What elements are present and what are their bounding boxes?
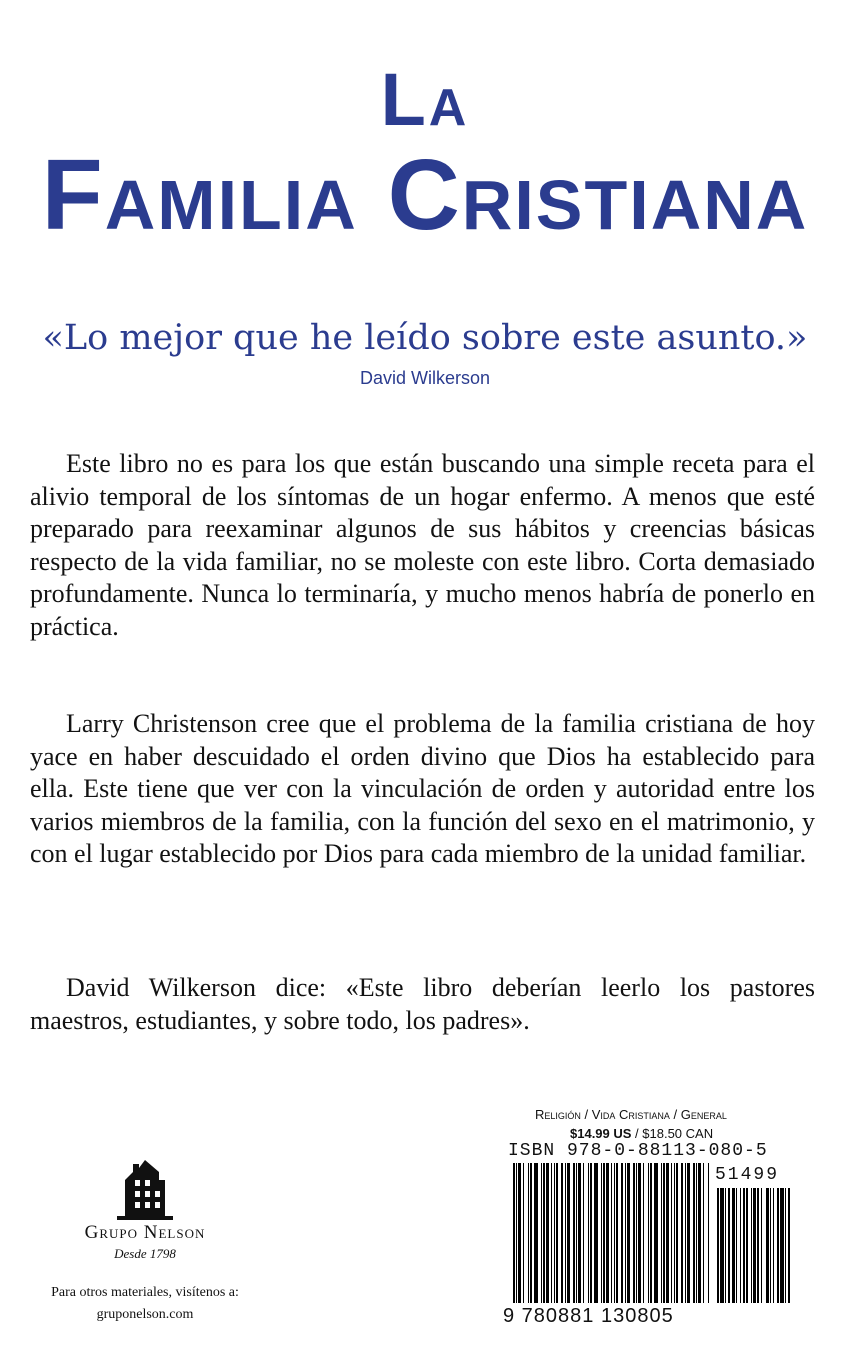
publisher-promo [20,1282,270,1326]
isbn-label: ISBN 978-0-88113-080-5 [508,1141,768,1161]
title-line-1: La [380,58,470,141]
barcode-addon-bar [720,1188,724,1303]
barcode-addon: 51499 [715,1165,780,1185]
barcode-addon-bar [751,1188,752,1303]
promo-line: Para otros materiales, visítenos a: [51,1285,239,1300]
barcode-digits: 9 780881 130805 [503,1305,803,1328]
barcode-addon-bar [770,1188,771,1303]
barcode-bar [573,1163,575,1303]
barcode-bar [708,1163,709,1303]
publisher-since: Desde 1798 [114,1246,176,1261]
barcode-bar [541,1163,542,1303]
barcode-bar [650,1163,652,1303]
barcode-bar [616,1163,618,1303]
barcode-addon-bar [761,1188,762,1303]
barcode-bar [685,1163,686,1303]
barcode-bar [554,1163,555,1303]
barcode-bar [636,1163,637,1303]
barcode-bar [606,1163,609,1303]
barcode-addon-bar [757,1188,759,1303]
barcode-bar [633,1163,635,1303]
barcode-addon-bar [725,1188,726,1303]
barcode-bar [666,1163,669,1303]
barcode-addon-bar [717,1188,719,1303]
barcode-bar [523,1163,524,1303]
barcode-bar [590,1163,592,1303]
endorsement-quote: «Lo mejor que he leído sobre este asunto.» [42,318,808,358]
barcode-addon-bar [780,1188,784,1303]
barcode-bar [671,1163,672,1303]
barcode-bar [648,1163,649,1303]
barcode-bar [627,1163,630,1303]
barcode-bar [530,1163,532,1303]
barcode-bar [661,1163,662,1303]
barcode-bar [578,1163,581,1303]
barcode-bar [676,1163,678,1303]
barcode-bar [534,1163,538,1303]
barcode-bar [643,1163,644,1303]
barcode-bar [603,1163,605,1303]
description-paragraph-2: Larry Christenson cree que el problema de la familia cristiana de hoy yace en haber descuidado el orden divino que Dios ha establecido para ella. Este tiene que ver con la vinculación de orden y autoridad entre los varios miembros de la familia, con la función del sexo en el matrimonio, y con el lugar establecido por Dios para cada miembro de la unidad familiar. [30,709,815,869]
barcode-bar [638,1163,641,1303]
barcode-addon-bar [773,1188,774,1303]
barcode-addon-bar [753,1188,756,1303]
barcode-addon-bar [777,1188,779,1303]
barcode-bar [687,1163,690,1303]
barcode-addon-bar [785,1188,786,1303]
barcode-bar [565,1163,566,1303]
building-logo-icon [115,1158,175,1220]
price-can: / $18.50 CAN [631,1126,714,1141]
barcode-addon-bar [746,1188,748,1303]
barcode-bar [693,1163,695,1303]
barcode-bar [698,1163,701,1303]
barcode-bar [543,1163,545,1303]
title-line-2: Familia Cristiana [41,139,809,251]
barcode-bar [611,1163,612,1303]
barcode-bar [681,1163,683,1303]
barcode-bar [561,1163,563,1303]
description-paragraph-1: Este libro no es para los que están buscando una simple receta para el alivio temporal de los síntomas de un hogar enfermo. A menos que esté preparado para reexaminar algunos de sus hábitos y creencias básicas respecto de la vida familiar, no se moleste con este libro. Corta demasiado profundamente. Nunca lo terminaría, y mucho menos habría de ponerlo en práctica. [30,449,815,641]
publisher-website: gruponelson.com [96,1307,194,1322]
book-category: Religión / Vida Cristiana / General [535,1107,727,1122]
barcode-bar [696,1163,697,1303]
endorsement-author: David Wilkerson [359,368,491,388]
publisher-logo [40,1158,250,1262]
barcode-bar [594,1163,598,1303]
barcode-bar [674,1163,675,1303]
barcode-bar [614,1163,615,1303]
barcode-addon-bar [766,1188,769,1303]
barcode-bar [556,1163,558,1303]
barcode-bar [567,1163,570,1303]
barcode-addon-bar [788,1188,790,1303]
barcode-bar [518,1163,521,1303]
barcode-bar [663,1163,665,1303]
barcode-addon-bar [728,1188,730,1303]
barcode-addon-bar [743,1188,745,1303]
barcode-bar [583,1163,584,1303]
barcode-bar [528,1163,529,1303]
barcode-bar [625,1163,626,1303]
barcode-bar [546,1163,549,1303]
barcode-bar [703,1163,704,1303]
barcode-bar [654,1163,658,1303]
barcode-addon-bar [740,1188,741,1303]
barcode-bar [576,1163,577,1303]
barcode-graphic [505,1163,795,1313]
barcode-bar [551,1163,552,1303]
barcode-addon-bar [732,1188,735,1303]
publisher-name: Grupo Nelson [84,1222,206,1243]
barcode-bar [513,1163,515,1303]
price-us: $14.99 US [570,1126,632,1141]
book-price [570,1126,713,1141]
barcode-bar [588,1163,589,1303]
barcode-addon-bar [736,1188,737,1303]
barcode-bar [516,1163,517,1303]
barcode-bar [601,1163,602,1303]
description-paragraph-3: David Wilkerson dice: «Este libro deberían leerlo los pastores maestros, estudiantes, y sobre todo, los padres». [30,973,815,1035]
barcode-bar [621,1163,623,1303]
